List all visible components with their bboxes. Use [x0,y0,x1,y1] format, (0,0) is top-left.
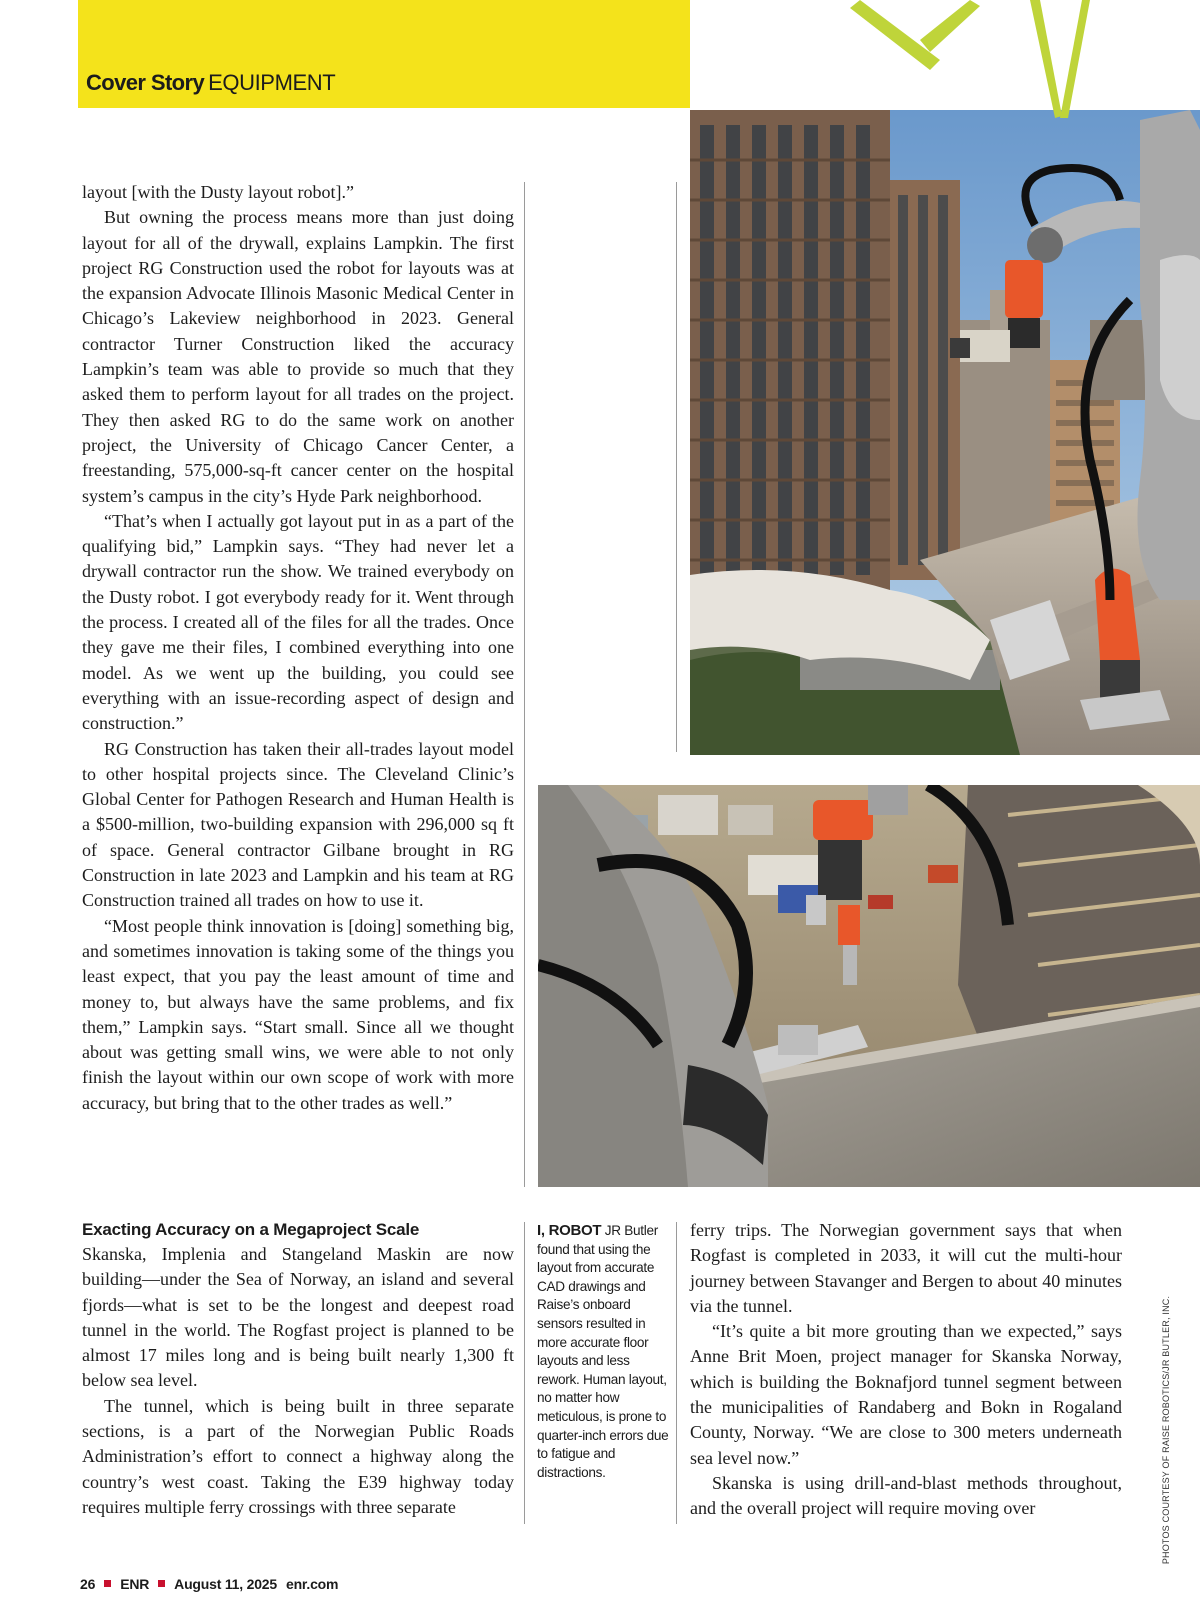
column-rule-2 [524,1222,525,1524]
subsection-name: EQUIPMENT [208,70,336,95]
page-footer [80,1576,338,1592]
section-subhead: Exacting Accuracy on a Megaproject Scale [82,1220,420,1239]
website: enr.com [285,1576,339,1592]
caption-lead: I, ROBOT [537,1222,602,1239]
photo-caption [537,1222,673,1482]
column-rule-4 [676,1222,677,1524]
caption-text: JR Butler found that using the layout from accurate CAD drawings and Raise’s onboard sensors resulted in more accurate floor layouts and less rework. Human layout, no matter how meticulous, is prone to quarter-inch errors due to fatigue and distractions. [537,1223,669,1480]
bottom-photo-illustration [538,785,1200,1187]
article-column-1 [82,180,514,1116]
col2-paragraph-2: The tunnel, which is being built in three separate sections, is a part of the Norwegian Public Roads Administration’s effort to connect a highway along the country’s west coast. Taking the E39 highway today requires multiple ferry crossings with three separate [82,1395,514,1517]
col2-paragraph-1: Skanska, Implenia and Stangeland Maskin are now building—under the Sea of Norway, an island and several fjords—what is set to be the longest and deepest road tunnel in the world. The Rogfast project is planned to be almost 17 miles long and is being built nearly 1,300 ft below sea level. [82,1244,514,1391]
column-rule-1 [524,182,525,1187]
bottom-photo [538,785,1200,1187]
col1-paragraph-5: “Most people think innovation is [doing] something big, and sometimes innovation is taking some of the things you least expect, that you pay the least amount of time and money to, but always have the same problems, and fix them,” Lampkin says. “Start small. Since all we thought about was getting small wins, we were able to not only finish the layout within our own scope of work with more accuracy, but bring that to the other trades as well.” [82,915,514,1113]
page-number: 26 [80,1576,96,1592]
col1-paragraph-2: But owning the process means more than just doing layout for all of the drywall, explains Lampkin. The first project RG Construction used the robot for layouts was at the expansion Advocate Illinois Masonic Medical Center in Chicago’s Lakeview neighborhood in 2023. General contractor Turner Construction liked the accuracy Lampkin’s team was able to provide so much that they asked them to perform layout for all trades on the project. They then asked RG to do the same work on another project, the University of Chicago Cancer Center, a freestanding, 575,000-sq-ft cancer center on the hospital system’s campus in the city’s Hyde Park neighborhood. [82,207,514,506]
magazine-name: ENR [120,1576,150,1592]
col1-paragraph-4: RG Construction has taken their all-trades layout model to other hospital projects since. The Cleveland Clinic’s Global Center for Pathogen Research and Human Health is a $500-million, two-building expansion with 296,000 sq ft of space. General contractor Gilbane brought in RG Construction in late 2023 and Lampkin and his team at RG Construction trained all trades on how to use it. [82,738,514,911]
col1-paragraph-1: layout [with the Dusty layout robot].” [82,182,354,202]
footer-square-icon [158,1580,165,1587]
footer-square-icon [104,1580,111,1587]
top-photo [690,0,1200,755]
section-label [86,72,335,94]
col3-paragraph-2: “It’s quite a bit more grouting than we expected,” says Anne Brit Moen, project manager for Skanska Norway, which is building the Boknafjord tunnel segment between the municipalities of Randaberg and Bokn in Rogaland County, Norway. “We are close to 300 meters underneath sea level now.” [690,1321,1122,1468]
issue-date: August 11, 2025 [174,1576,277,1592]
top-photo-illustration [690,0,1200,755]
column-rule-3 [676,182,677,752]
col1-paragraph-3: “That’s when I actually got layout put in as a part of the qualifying bid,” Lampkin says. “They had never let a drywall contractor run the show. We trained everybody on the Dusty robot. I got everybody ready for it. Went through the process. I created all of the files for all the trades. Once they gave me their files, I combined everything into one model. As we went up the building, you could see everything with an issue-recording aspect of design and construction.” [82,510,514,734]
col3-paragraph-3: Skanska is using drill-and-blast methods throughout, and the overall project will require moving over [690,1472,1122,1519]
section-name: Cover Story [86,70,205,95]
article-column-2 [82,1218,514,1520]
article-column-3 [690,1218,1122,1522]
photo-credit: PHOTOS COURTESY OF RAISE ROBOTICS/JR BUTLER, INC. [1161,1295,1171,1565]
col3-paragraph-1: ferry trips. The Norwegian government says that when Rogfast is completed in 2033, it will cut the multi-hour journey between Stavanger and Bergen to about 40 minutes via the tunnel. [690,1220,1122,1316]
